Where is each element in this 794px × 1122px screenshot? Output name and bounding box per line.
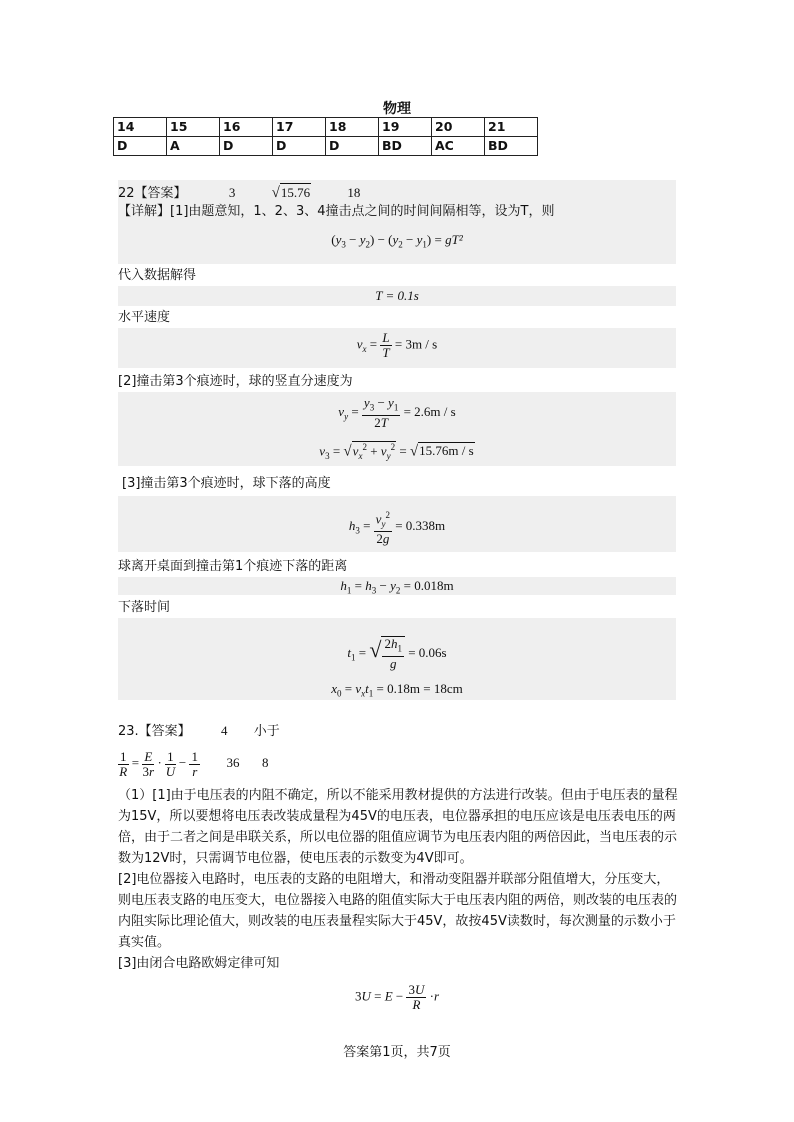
table-row — [114, 137, 538, 156]
q22-answer-1: 3 — [228, 185, 236, 200]
question-number: 18 — [326, 118, 379, 137]
equation-9: $x_0 = v_xt_1 = 0.18m = 18cm$ — [331, 681, 463, 699]
question-number: 19 — [379, 118, 432, 137]
substitute-text: 代入数据解得 — [118, 268, 197, 283]
q23-answer-line — [118, 722, 280, 741]
answer-cell: BD — [379, 137, 432, 156]
answer-cell: D — [114, 137, 167, 156]
q22-answer-2: 15.76 — [280, 185, 311, 200]
equation-6-result: = 0.338m — [395, 517, 446, 533]
question-number: 21 — [485, 118, 538, 137]
q23-paragraph-1: （1）[1]由于电压表的内阻不确定，所以不能采用教材提供的方法进行改装。但由于电压表的量程为15V，所以要想将电压表改装成量程为45V的电压表，电位器承担的电压应该是电压表电压的两倍，由于二者之间是串联关系，所以电位器的阻值应调节为电压表内阻的两倍因此，当电压表的示数为12V时，只需调节电位器，使电压表的示数变为4V即可。 — [118, 788, 678, 866]
equation-8-result: = 0.06s — [408, 644, 447, 660]
equation-7: $h_1 = h_3 - y_2 = 0.018m$ — [340, 578, 454, 596]
question-number: 20 — [432, 118, 485, 137]
question-number: 17 — [273, 118, 326, 137]
q23-answer-1: 4 — [220, 723, 228, 738]
distance-text: 球离开桌面到撞击第1个痕迹下落的距离 — [118, 559, 348, 574]
question-number: 16 — [220, 118, 273, 137]
answer-cell: D — [326, 137, 379, 156]
q23-answer-4: 36 — [226, 755, 240, 770]
equation-4-result: = 2.6m / s — [403, 403, 456, 419]
page-footer: 答案第1页，共7页 — [343, 1045, 451, 1060]
equation-9-result: = 0.18m = 18cm — [376, 681, 463, 696]
equation-3: $v_x$ = $\frac{L}{T}$ = 3m / s — [356, 330, 438, 360]
q22-answer-3: 18 — [347, 185, 361, 200]
q22-detail: 【详解】[1]由题意知，1、2、3、4撞击点之间的时间间隔相等，设为T，则 — [118, 204, 555, 219]
answer-cell: A — [167, 137, 220, 156]
answer-table — [113, 117, 538, 156]
q23-paragraph-2: [2]电位器接入电路时，电压表的支路的电阻增大，和滑动变阻器并联部分阻值增大，分压变大，则电压表支路的电压变大，电位器接入电路的阻值实际大于电压表内阻的两倍，则改装的电压表的内阻实际比理论值大，则改装的电压表量程实际大于45V，故按45V读数时，每次测量的示数小于真实值。 — [118, 872, 678, 950]
q23-answer-2: 小于 — [253, 724, 280, 739]
answer-cell: AC — [432, 137, 485, 156]
answer-cell: D — [273, 137, 326, 156]
fall-time-text: 下落时间 — [118, 600, 171, 615]
equation-5: $v_3 = √v_x^2 + v_y^2 = √15.76m / s$ — [319, 442, 474, 461]
q23-answer-formula-line: $\frac{1}{R}$ = $\frac{E}{3r}$ · $\frac{1}{U}$ − $\frac{1}{r}$ 36 8 — [119, 748, 269, 779]
answer-cell: D — [220, 137, 273, 156]
equation-3-result: = 3m / s — [394, 336, 438, 352]
equation-10: 3U = E − $\frac{3U}{R}$ ·r — [354, 982, 440, 1012]
q23-label: 23.【答案】 — [118, 724, 191, 739]
table-row — [114, 118, 538, 137]
equation-8: $t_1$ = √ $\frac{2h_1}{g}$ = 0.06s — [347, 636, 447, 671]
equation-7-result: = 0.018m — [403, 578, 454, 593]
q22-part3-text: [3]撞击第3个痕迹时，球下落的高度 — [122, 476, 331, 491]
question-number: 15 — [167, 118, 220, 137]
q22-part2-text: [2]撞击第3个痕迹时，球的竖直分速度为 — [118, 374, 353, 389]
page-title: 物理 — [383, 101, 411, 117]
q22-answer-line: 22【答案】 3 √15.76 18 — [118, 185, 361, 201]
equation-1: $(y_3 - y_2) - (y_2 - y_1) = gT^2$ — [331, 232, 463, 250]
equation-1-rhs: gT² — [445, 232, 463, 247]
equation-5-result: 15.76m / s — [419, 443, 474, 459]
equation-6: $h_3$ = $\frac{v_y^2}{2g}$ = 0.338m — [348, 510, 446, 546]
q23-answer-5: 8 — [261, 755, 269, 770]
equation-2: T = 0.1s — [375, 288, 419, 303]
answer-cell: BD — [485, 137, 538, 156]
equation-4: $v_y$ = $\frac{y_3 - y_1}{2T}$ = 2.6m / s — [338, 395, 456, 430]
q22-label: 22【答案】 — [118, 186, 187, 201]
q23-paragraph-3: [3]由闭合电路欧姆定律可知 — [118, 956, 280, 971]
question-number: 14 — [114, 118, 167, 137]
horizontal-velocity-text: 水平速度 — [118, 310, 171, 325]
